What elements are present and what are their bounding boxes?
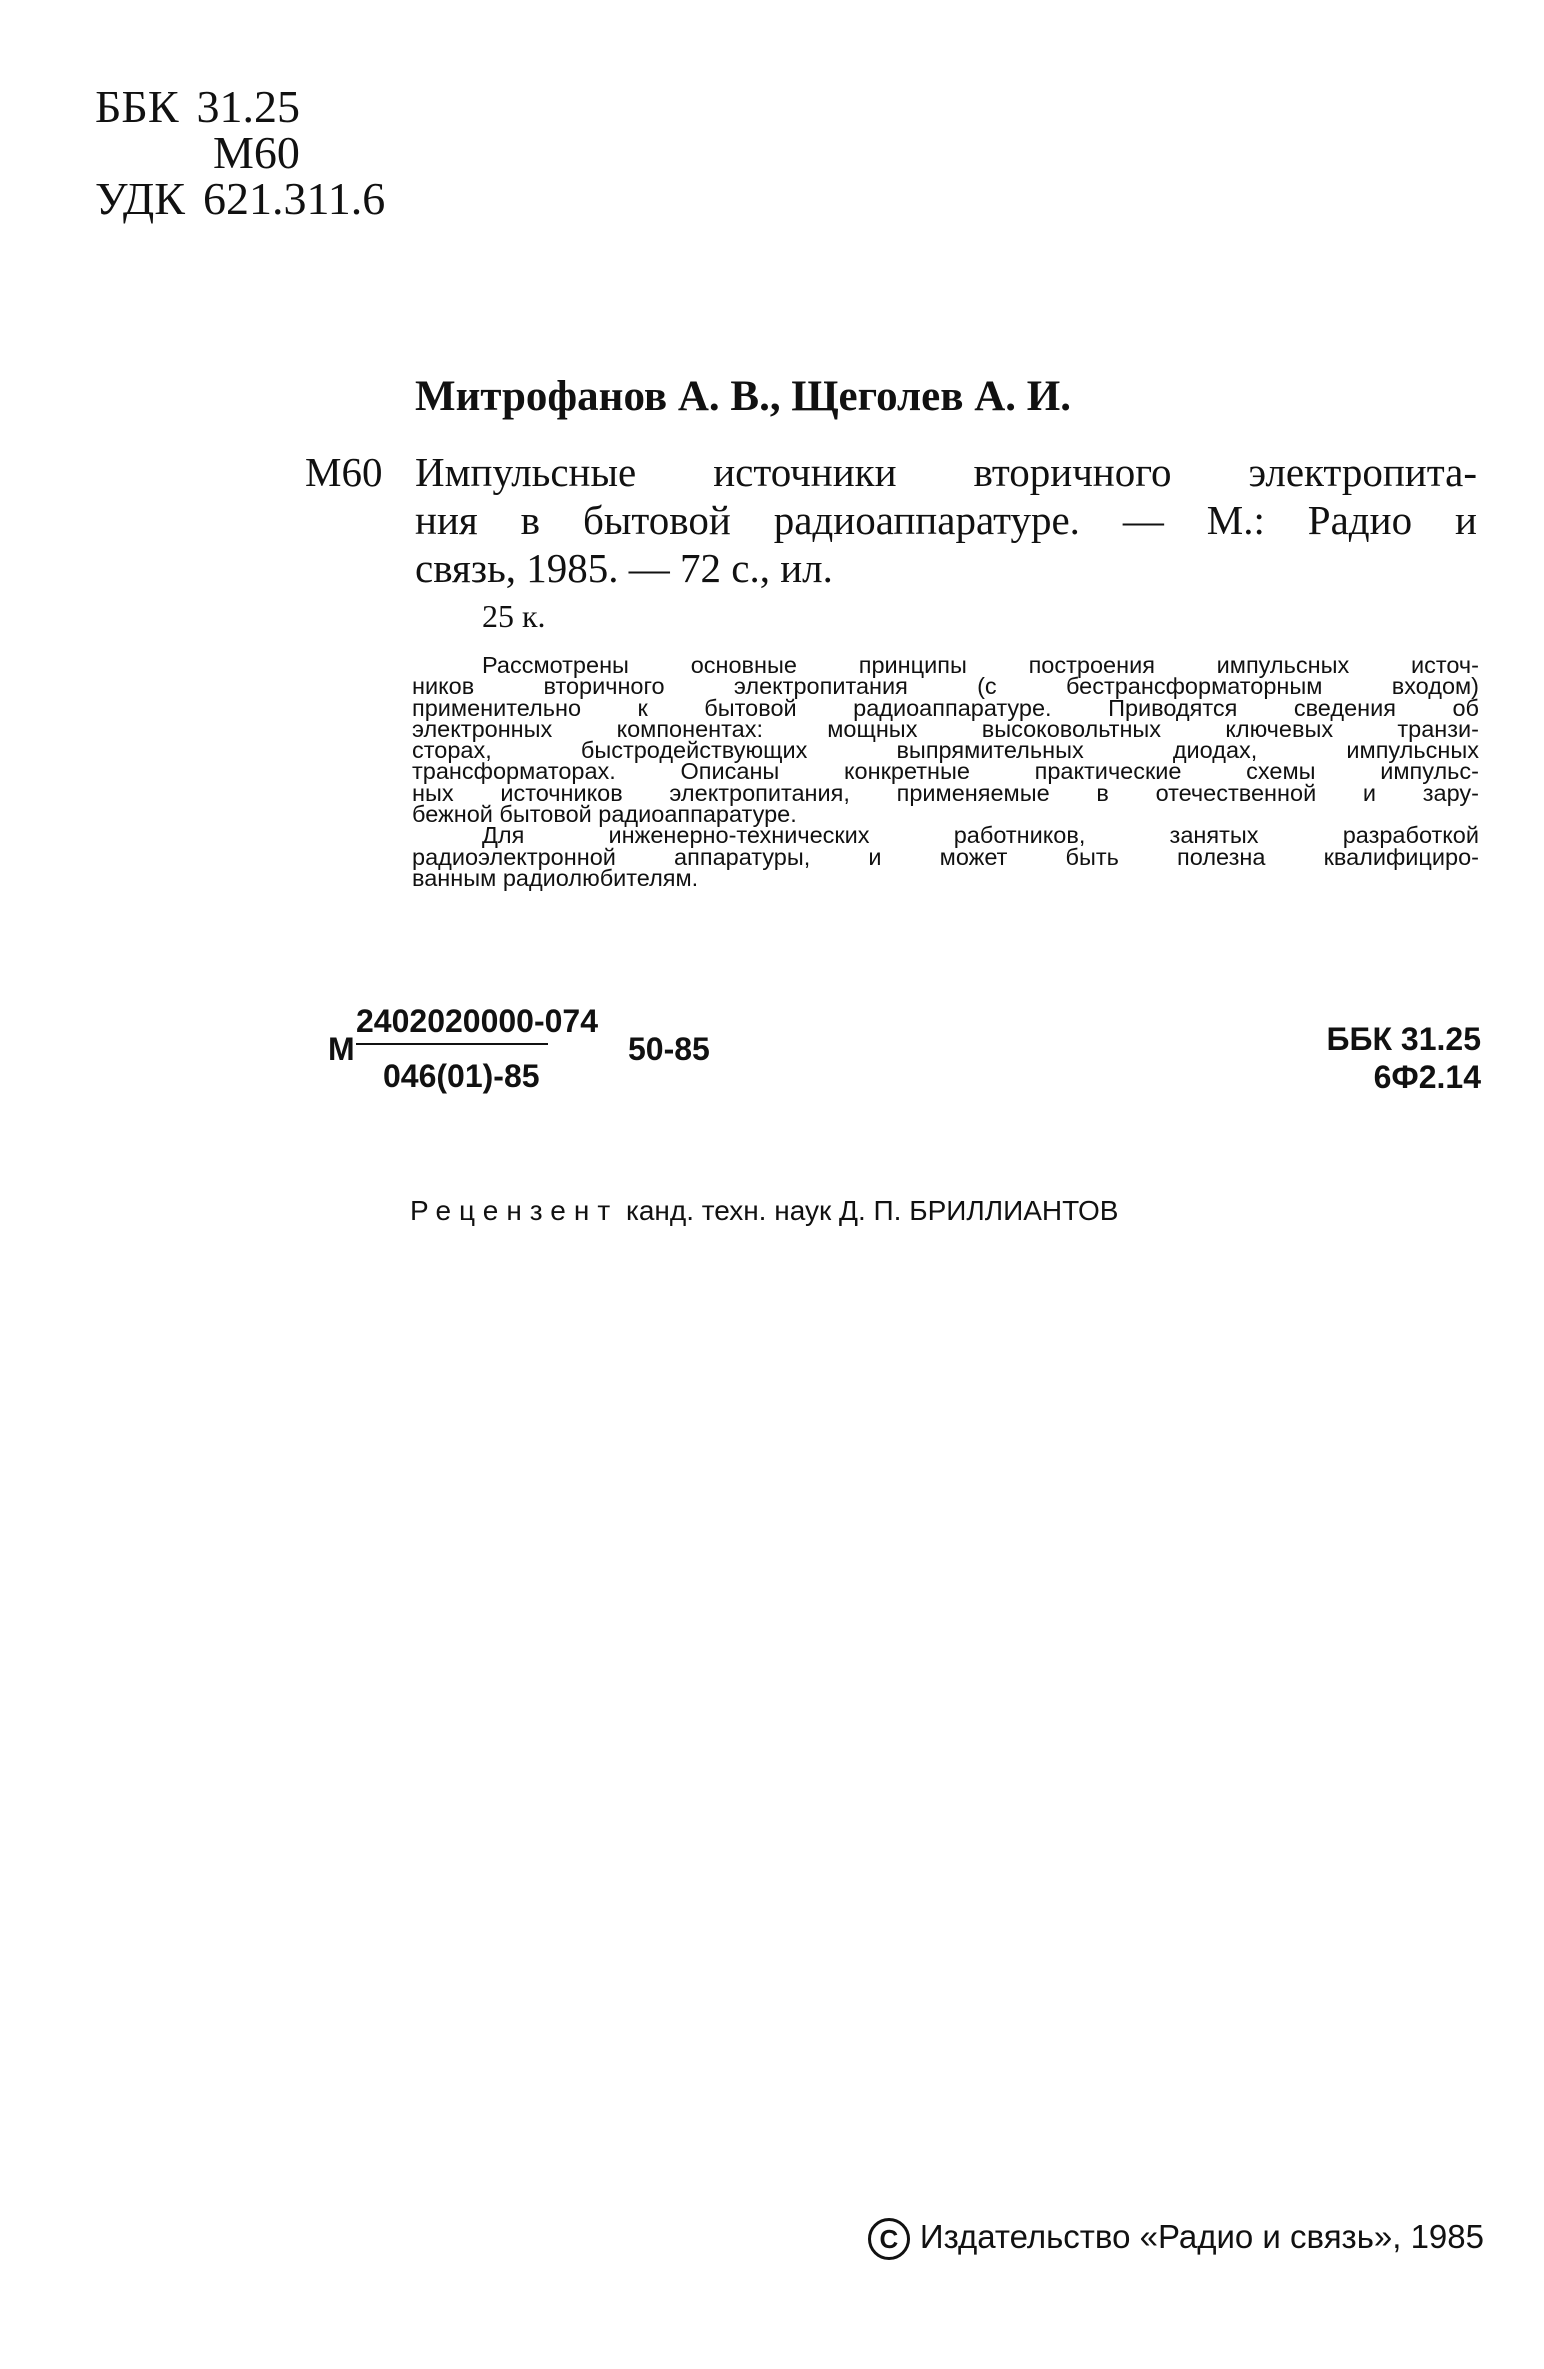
author-mark: М60: [213, 127, 300, 178]
annotation-line: трансформаторах. Описаны конкретные практические схемы импульс-: [412, 758, 1479, 785]
annotation-line: радиоэлектронной аппаратуры, и может быть полезна квалифициро-: [412, 843, 1479, 870]
copyright-icon: C: [868, 2218, 910, 2260]
annotation-line: Для инженерно-технических работников, занятых разработкой: [482, 822, 1479, 849]
annotation-line: ванным радиолюбителям.: [412, 864, 699, 891]
bbk-bottom: [1327, 1020, 1482, 1096]
reviewer-text: канд. техн. наук Д. П. БРИЛЛИАНТОВ: [625, 1195, 1119, 1226]
book-title: [415, 448, 1477, 592]
title-line: связь, 1985. — 72 с., ил.: [415, 545, 833, 591]
annotation-line: сторах, быстродействующих выпрямительных диодах, импульсных: [412, 737, 1479, 764]
annotation-line: бежной бытовой радиоаппаратуре.: [412, 801, 797, 828]
annotation: [412, 652, 1479, 891]
price: 25 к.: [482, 598, 546, 634]
index-letter: М: [328, 1031, 355, 1067]
copyright: [868, 2218, 1484, 2260]
annotation-line: Рассмотрены основные принципы построения импульсных источ-: [482, 652, 1479, 678]
annotation-line: применительно к бытовой радиоаппаратуре. Приводятся сведения об: [412, 694, 1479, 721]
bbk-bottom-line1: ББК 31.25: [1326, 1021, 1481, 1057]
index-suffix: 50-85: [628, 1031, 710, 1067]
bbk-label: ББК: [95, 81, 179, 132]
title-line: ния в бытовой радиоаппаратуре. — М.: Радио и: [415, 497, 1477, 543]
udk-line: [95, 173, 386, 224]
udk-number: 621.311.6: [202, 173, 386, 224]
index-denominator: 046(01)-85: [383, 1058, 540, 1094]
title-line: Импульсные источники вторичного электропита-: [415, 449, 1477, 495]
bbk-line: [95, 81, 385, 132]
book-code: М60: [305, 449, 383, 495]
fraction-bar: [356, 1043, 548, 1045]
classification-block: [95, 81, 386, 224]
bbk-bottom-line2: 6Ф2.14: [1373, 1059, 1481, 1095]
copyright-text: Издательство «Радио и связь», 1985: [919, 2218, 1484, 2255]
reviewer: [410, 1195, 1118, 1227]
annotation-line: ных источников электропитания, применяемые в отечественной и зару-: [412, 779, 1479, 806]
reviewer-label: Рецензент: [410, 1195, 619, 1226]
udk-label: УДК: [95, 173, 185, 224]
index-numerator: 2402020000-074: [356, 1003, 599, 1039]
authors: Митрофанов А. В., Щеголев А. И.: [415, 373, 1071, 420]
bbk-number: 31.25: [196, 81, 301, 132]
annotation-line: электронных компонентах: мощных высоковольтных ключевых транзи-: [412, 715, 1479, 742]
annotation-line: ников вторичного электропитания (с бестрансформаторным входом): [412, 673, 1479, 700]
